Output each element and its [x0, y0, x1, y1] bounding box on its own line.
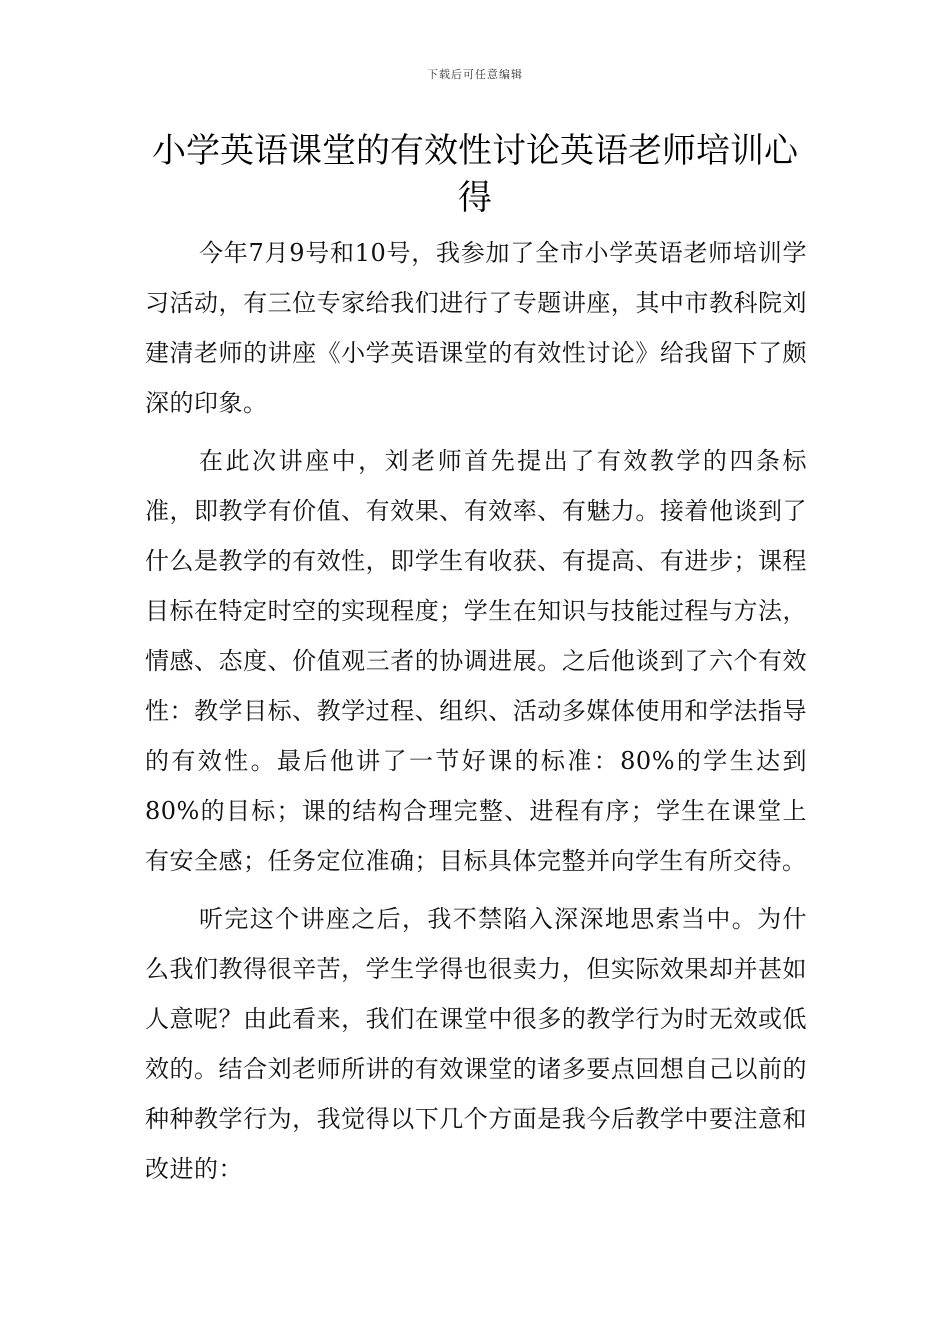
document-title: 小学英语课堂的有效性讨论英语老师培训心得: [152, 131, 798, 218]
paragraph-1: 今年7月9号和10号，我参加了全市小学英语老师培训学习活动，有三位专家给我们进行了专题讲座，其中市教科院刘建清老师的讲座《小学英语课堂的有效性讨论》给我留下了颇深的印象。: [145, 239, 807, 417]
header-note: 下载后可任意编辑: [427, 68, 523, 81]
paragraph-3: 听完这个讲座之后，我不禁陷入深深地思索当中。为什么我们教得很辛苦，学生学得也很卖力，但实际效果却并甚如人意呢？由此看来，我们在课堂中很多的教学行为时无效或低效的。结合刘老师所讲的有效课堂的诸多要点回想自己以前的种种教学行为，我觉得以下几个方面是我今后教学中要注意和改进的：: [145, 905, 807, 1183]
paragraph-2: 在此次讲座中，刘老师首先提出了有效教学的四条标准，即教学有价值、有效果、有效率、有魅力。接着他谈到了什么是教学的有效性，即学生有收获、有提高、有进步；课程目标在特定时空的实现程度；学生在知识与技能过程与方法，情感、态度、价值观三者的协调进展。之后他谈到了六个有效性：教学目标、教学过程、组织、活动多媒体使用和学法指导的有效性。最后他讲了一节好课的标准：80%的学生达到80%的目标；课的结构合理完整、进程有序；学生在课堂上有安全感；任务定位准确；目标具体完整并向学生有所交待。: [145, 447, 807, 875]
document-body: [145, 228, 807, 1202]
